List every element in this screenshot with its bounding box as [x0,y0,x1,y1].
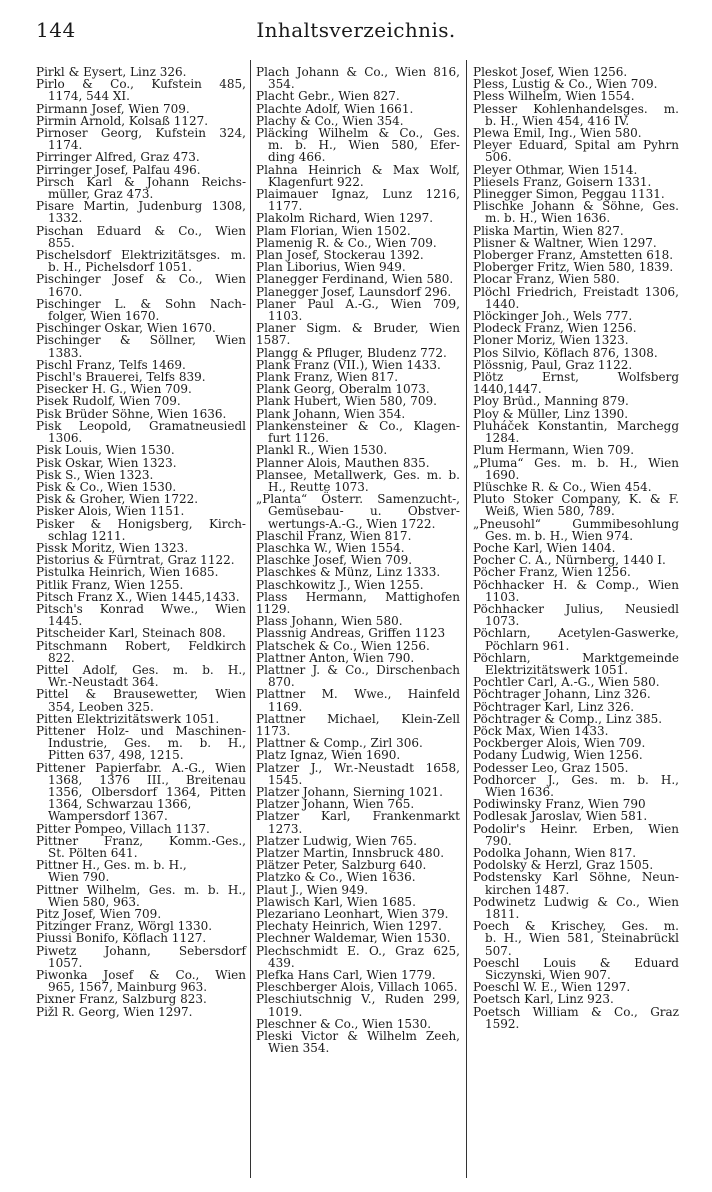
index-entry-line: 1284. [485,431,520,446]
index-entry-line: Plischke Johann & Söhne, Ges. [473,199,679,214]
index-entry-line: Pluháček Konstantin, Marchegg [473,418,679,433]
index-entry-line: Wampersdorf 1367. [48,809,168,824]
index-entry-line: 1383. [48,345,83,360]
index-entry-line: Plansee, Metallwerk, Ges. m. b. [256,467,460,482]
index-entry-line: 1103. [268,309,303,324]
index-entry-line: Pleschiutschnig V., Ruden 299, [256,992,460,1007]
index-entry-line: Plach Johann & Co., Wien 816, [256,65,460,79]
index-entry-line: Poech & Krischey, Ges. m. [473,919,679,934]
index-entry-line: Pisk Oskar, Wien 1323. [36,455,177,470]
index-entry-line: Pliesels Franz, Goisern 1331. [473,174,652,189]
index-entry-line: Pisare Martin, Judenburg 1308, [36,199,246,214]
index-entry-line: Pöcher Franz, Wien 1256. [473,565,631,580]
index-entry-line: 855. [48,235,75,250]
index-entry-line: Pirkl & Eysert, Linz 326. [36,65,187,79]
index-entry-line: 870. [268,675,295,690]
index-entry-line: Pitlik Franz, Wien 1255. [36,577,184,592]
index-entry-line: 1103. [485,589,520,604]
index-entry-line: „Planta“ Österr. Samenzucht-, [256,492,460,507]
index-entry-line: 507. [485,943,512,958]
index-entry-line: müller, Graz 473. [48,187,154,202]
index-entry-line: 1073. [485,614,520,629]
index-entry-line: Pleyer Eduard, Spital am Pyhrn [473,138,679,153]
index-entry-line: b. H., Wien 581, Steinabrückl [485,931,679,946]
index-entry-line: furt 1126. [268,431,329,446]
index-entry-line: Plos Silvio, Köflach 876, 1308. [473,345,658,360]
index-entry-line: Plewa Emil, Ing., Wien 580. [473,126,642,141]
index-entry-line: Pöchhacker H. & Comp., Wien [473,577,679,592]
index-entry-line: Ploner Moriz, Wien 1323. [473,333,629,348]
index-entry-line: Podolsky & Herzl, Graz 1505. [473,858,654,873]
index-entry-line: Piwetz Johann, Sebersdorf [36,943,246,958]
index-entry-line: Plechaty Heinrich, Wien 1297. [256,919,442,934]
index-entry-line: Pisk Leopold, Gramatneusiedl [36,418,246,433]
index-entry-line: Pissk Moritz, Wien 1323. [36,540,189,555]
index-entry-line: Pöchhacker Julius, Neusiedl [473,601,679,616]
index-entry-line: Plamenig R. & Co., Wien 709. [256,235,437,250]
index-entry-line: Plötz Ernst, Wolfsberg 1440,1447. [473,370,679,397]
index-entry-line: Podolir's Heinr. Erben, Wien [473,821,679,836]
index-entry-line: Plan Liborius, Wien 949. [256,260,406,275]
index-entry-line: Pirringer Alfred, Graz 473. [36,150,200,165]
index-entry-line: Plisner & Waltner, Wien 1297. [473,235,657,250]
index-entry-line: Pöchlarn, Acetylen-Gaswerke, [473,626,679,641]
index-entry-line: Pischl's Brauerei, Telfs 839. [36,370,206,385]
index-entry-line: Pocher C. A., Nürnberg, 1440 I. [473,553,666,568]
index-entry-line: Pitschmann Robert, Feldkirch [36,638,246,653]
index-entry-line: Plesser Kohlenhandelsges. m. [473,101,679,116]
index-entry-line: Pitz Josef, Wien 709. [36,907,162,922]
index-entry-line: Pitter Pompeo, Villach 1137. [36,821,210,836]
index-entry-line: Pisk Louis, Wien 1530. [36,443,175,458]
index-entry-line: Pischinger Josef & Co., Wien [36,272,246,287]
index-entry-line: Plattner & Comp., Zirl 306. [256,736,423,751]
index-entry-line: Plachte Adolf, Wien 1661. [256,101,414,116]
index-entry-line: Podlesak Jaroslav, Wien 581. [473,809,648,824]
index-entry-line: Pittel & Brausewetter, Wien [36,687,246,702]
index-entry-line: Pitsch Franz X., Wien 1445,1433. [36,589,240,604]
index-entry-line: Pless Wilhelm, Wien 1554. [473,89,635,104]
index-entry-line: Pöck Max, Wien 1433. [473,723,609,738]
index-entry-line: Ploberger Fritz, Wien 580, 1839. [473,260,674,275]
index-entry-line: Poeschl W. E., Wien 1297. [473,980,631,995]
index-entry-line: Klagenfurt 922. [268,174,364,189]
index-entry-line: Pöchtrager Johann, Linz 326. [473,687,651,702]
index-entry-line: Plöckinger Joh., Wels 777. [473,309,633,324]
index-entry-line: 1332. [48,211,83,226]
index-entry-line: Pisk & Co., Wien 1530. [36,479,177,494]
index-entry-line: Pischan Eduard & Co., Wien [36,223,246,238]
index-entry-line: Plätzer Peter, Salzburg 640. [256,858,427,873]
index-entry-line: ding 466. [268,150,326,165]
index-entry-line: Plattner Anton, Wien 790. [256,650,415,665]
index-entry-line: Plass Johann, Wien 580. [256,614,403,629]
index-entry-line: Plefka Hans Carl, Wien 1779. [256,968,436,983]
index-entry-line: Wien 1636. [485,784,554,799]
index-entry-line: Podwinetz Ludwig & Co., Wien [473,894,679,909]
index-entry-line: Podhorcer J., Ges. m. b. H., [473,772,679,787]
index-entry-line: „Pneusohl“ Gummibesohlung [473,516,679,531]
index-entry-line: Pisk & Groher, Wien 1722. [36,492,199,507]
index-entry-line: Plaschkes & Münz, Linz 1333. [256,565,441,580]
index-entry-line: 1306. [48,431,83,446]
index-entry-line: 1174. [48,138,83,153]
index-entry-line: Pirlo & Co., Kufstein 485, [36,77,246,92]
index-entry-line: Pischinger L. & Sohn Nach- [36,296,246,311]
index-entry-line: Plankl R., Wien 1530. [256,443,388,458]
index-entry-line: 965, 1567, Mainburg 963. [48,980,208,995]
index-entry-line: Pöchtrager Karl, Linz 326. [473,699,635,714]
index-entry-line: Platzer Karl, Frankenmarkt [256,809,460,824]
index-entry-line: m. b. H., Wien 580, Efer- [268,138,460,153]
index-entry-line: Pisker & Honigsberg, Kirch- [36,516,246,531]
index-entry-line: Pisker Alois, Wien 1151. [36,504,185,519]
index-entry-line: Pläcking Wilhelm & Co., Ges. [256,126,460,141]
index-entry-line: Platzer Johann, Wien 765. [256,797,415,812]
index-entry-line: Pittener Holz- und Maschinen- [36,723,246,738]
index-entry-line: Placht Gebr., Wien 827. [256,89,400,104]
index-entry-line: Plangg & Pfluger, Bludenz 772. [256,345,447,360]
column-divider [250,60,251,1178]
index-entry-line: 439. [268,955,295,970]
index-entry-line: Pistorius & Fürntrat, Graz 1122. [36,553,235,568]
index-entry-line: Pluto Stoker Company, K. & F. [473,492,679,507]
index-entry-line: Wien 790. [48,870,110,885]
index-column-2 [256,66,460,1054]
index-entry-line: Poetsch William & Co., Graz [473,1004,679,1019]
index-entry-line: m. b. H., Wien 1636. [485,211,611,226]
index-entry-line: Pockberger Alois, Wien 709. [473,736,646,751]
index-entry-line: Pirmann Josef, Wien 709. [36,101,190,116]
index-entry-line: 1440. [485,296,520,311]
page-number: 144 [36,18,76,42]
index-entry-line: 354, Leoben 325. [48,699,154,714]
index-entry-line: Plodeck Franz, Wien 1256. [473,321,637,336]
index-entry-line: Pischl Franz, Telfs 1469. [36,357,186,372]
index-entry-line: Pitsch's Konrad Wwe., Wien [36,601,246,616]
index-entry-line: Plattner M. Wwe., Hainfeld [256,687,460,702]
index-entry-line: Weiß, Wien 580, 789. [485,504,615,519]
index-entry-line: Plössnig, Paul, Graz 1122. [473,357,633,372]
index-entry-line: 506. [485,150,512,165]
index-entry-line: Elektrizitätswerk 1051. [485,662,629,677]
index-entry-line: Podstensky Karl Söhne, Neun- [473,870,679,885]
index-entry-line: Pittel Adolf, Ges. m. b. H., [36,662,246,677]
index-entry-line: Ploy Brüd., Manning 879. [473,394,629,409]
index-entry-line: Pittner H., Ges. m. b. H., [36,858,187,873]
index-entry-line: 822. [48,650,75,665]
index-entry-line: b. H., Pichelsdorf 1051. [48,260,192,275]
index-entry-line: Platzer J., Wr.-Neustadt 1658, [256,760,460,775]
index-entry-line: Plezariano Leonhart, Wien 379. [256,907,449,922]
index-entry-line: Platzer Ludwig, Wien 765. [256,833,417,848]
index-entry-line: Pistulka Heinrich, Wien 1685. [36,565,219,580]
column-divider [466,60,467,1178]
index-entry-line: Plöchl Friedrich, Freistadt 1306, [473,284,679,299]
index-entry-line: Pirringer Josef, Palfau 496. [36,162,201,177]
index-entry-line: Platzer Johann, Sierning 1021. [256,784,443,799]
index-entry-line: Pisecker H. G., Wien 709. [36,382,192,397]
index-entry-line: Plank Franz (VII.), Wien 1433. [256,357,441,372]
index-entry-line: Podolka Johann, Wien 817. [473,846,637,860]
index-entry-line: Poetsch Karl, Linz 923. [473,992,614,1007]
index-entry-line: Wien 354. [268,1041,330,1056]
index-entry-line: wertungs-A.-G., Wien 1722. [268,516,436,531]
index-entry-line: Pižl R. Georg, Wien 1297. [36,1004,193,1019]
index-entry-line: Platschek & Co., Wien 1256. [256,638,430,653]
index-entry-line: Pleschberger Alois, Villach 1065. [256,980,458,995]
index-entry-line: Plankensteiner & Co., Klagen- [256,418,460,433]
index-entry-line: Pirnoser Georg, Kufstein 324, [36,126,246,141]
index-entry-line: kirchen 1487. [485,882,570,897]
index-entry-line: Pöchlarn, Marktgemeinde [473,650,679,665]
index-entry-line: Wien 580, 963. [48,894,140,909]
index-entry-line: Plattner J. & Co., Dirschenbach [256,662,460,677]
index-entry-line: St. Pölten 641. [48,846,138,860]
index-entry-line: 1690. [485,467,520,482]
index-entry-line: Pisk Brüder Söhne, Wien 1636. [36,406,227,421]
index-entry-line: Pisek Rudolf, Wien 709. [36,394,181,409]
index-entry-line: Pisk S., Wien 1323. [36,467,154,482]
index-entry-line: Platzer Martin, Innsbruck 480. [256,846,445,860]
index-entry-line: 1445. [48,614,83,629]
index-entry-line: Planer Sigm. & Bruder, Wien 1587. [256,321,460,348]
index-entry-line: Plan Josef, Stockerau 1392. [256,248,424,263]
index-entry-line: „Pluma“ Ges. m. b. H., Wien [473,455,679,470]
index-entry-line: 354. [268,77,295,92]
index-entry-line: Piwonka Josef & Co., Wien [36,968,246,983]
index-entry-line: Plam Florian, Wien 1502. [256,223,411,238]
index-entry-line: Industrie, Ges. m. b. H., [48,736,246,751]
index-entry-line: Wr.-Neustadt 364. [48,675,159,690]
index-entry-line: Ploy & Müller, Linz 1390. [473,406,629,421]
index-entry-line: Pleski Victor & Wilhelm Zeeh, [256,1029,460,1044]
index-entry-line: Pitzinger Franz, Wörgl 1330. [36,919,213,934]
index-entry-line: 1811. [485,907,520,922]
index-entry-line: Pochtler Carl, A.-G., Wien 580. [473,675,660,690]
index-entry-line: Podiwinsky Franz, Wien 790 [473,797,646,812]
index-entry-line: Platzko & Co., Wien 1636. [256,870,416,885]
index-entry-line: Pischinger & Söllner, Wien [36,333,246,348]
index-entry-line: Plaschke Josef, Wien 709. [256,553,413,568]
index-entry-line: Pöchlarn 961. [485,638,570,653]
index-entry-line: Podany Ludwig, Wien 1256. [473,748,643,763]
index-entry-line: Gemüsebau- u. Obstver- [268,504,460,519]
index-entry-line: Planner Alois, Mauthen 835. [256,455,430,470]
index-entry-line: 1545. [268,772,303,787]
index-entry-line: Plank Hubert, Wien 580, 709. [256,394,437,409]
index-entry-line: Poeschl Louis & Eduard [473,955,679,970]
index-column-3 [473,66,679,1030]
index-entry-line: b. H., Wien 454, 416 IV. [485,113,630,128]
index-entry-line: schlag 1211. [48,528,126,543]
index-entry-line: Pless, Lustig & Co., Wien 709. [473,77,658,92]
index-entry-line: Platz Ignaz, Wien 1690. [256,748,401,763]
index-entry-line: Siczynski, Wien 907. [485,968,611,983]
index-entry-line: Plachy & Co., Wien 354. [256,113,404,128]
index-entry-line: Plüschke R. & Co., Wien 454. [473,479,652,494]
index-entry-line: 1273. [268,821,303,836]
index-entry-line: Pitten 637, 498, 1215. [48,748,184,763]
index-column-1 [36,66,246,1018]
index-entry-line: Pirsch Karl & Johann Reichs- [36,174,246,189]
index-entry-line: Plaschil Franz, Wien 817. [256,528,412,543]
index-entry-line: Pleschner & Co., Wien 1530. [256,1016,432,1031]
index-entry-line: Ploberger Franz, Amstetten 618. [473,248,674,263]
index-entry-line: folger, Wien 1670. [48,309,160,324]
index-entry-line: 1592. [485,1016,520,1031]
index-entry-line: Plaimauer Ignaz, Lunz 1216, [256,187,460,202]
index-entry-line: 1356, Olbersdorf 1364, Pitten [48,784,246,799]
index-entry-line: Piussi Bonifo, Köflach 1127. [36,931,207,946]
index-entry-line: Pixner Franz, Salzburg 823. [36,992,207,1007]
index-entry-line: Pirmin Arnold, Kolsaß 1127. [36,113,209,128]
index-entry-line: Podesser Leo, Graz 1505. [473,760,629,775]
index-entry-line: Pitten Elektrizitätswerk 1051. [36,711,220,726]
page-title: Inhaltsverzeichnis. [256,18,456,42]
index-entry-line: Plaschkowitz J., Wien 1255. [256,577,424,592]
index-entry-line: Plaschka W., Wien 1554. [256,540,405,555]
index-entry-line: H., Reutte 1073. [268,479,369,494]
index-entry-line: Pleyer Othmar, Wien 1514. [473,162,638,177]
index-entry-line: Pittner Wilhelm, Ges. m. b. H., [36,882,246,897]
index-entry-line: Plawisch Karl, Wien 1685. [256,894,416,909]
index-entry-line: 1670. [48,284,83,299]
index-entry-line: Planer Paul A.-G., Wien 709, [256,296,460,311]
index-entry-line: Plattner Michael, Klein-Zell 1173. [256,711,460,738]
index-entry-line: 1368, 1376 III., Breitenau [48,772,246,787]
index-entry-line: 1364, Schwarzau 1366, [48,797,192,812]
index-entry-line: Pittener Papierfabr. A.-G., Wien [36,760,246,775]
index-entry-line: Plechner Waldemar, Wien 1530. [256,931,451,946]
index-entry-line: Pittner Franz, Komm.-Ges., [36,833,246,848]
index-entry-line: 1057. [48,955,83,970]
index-entry-line: 790. [485,833,512,848]
index-entry-line: Plass Hermann, Mattighofen 1129. [256,589,460,616]
index-entry-line: Plank Georg, Oberalm 1073. [256,382,430,397]
index-entry-line: Plakolm Richard, Wien 1297. [256,211,434,226]
index-entry-line: Pitscheider Karl, Steinach 808. [36,626,226,641]
index-entry-line: Pischelsdorf Elektrizitätsges. m. [36,248,246,263]
index-entry-line: Plinegger Simon, Peggau 1131. [473,187,665,202]
index-entry-line: Plum Hermann, Wien 709. [473,443,635,458]
index-entry-line: 1169. [268,699,303,714]
index-entry-line: Poche Karl, Wien 1404. [473,540,616,555]
index-entry-line: 1174, 544 XI. [48,89,130,104]
index-entry-line: Planegger Ferdinand, Wien 580. [256,272,454,287]
index-entry-line: Ges. m. b. H., Wien 974. [485,528,634,543]
index-entry-line: Plahna Heinrich & Max Wolf, [256,162,460,177]
index-entry-line: Pliska Martin, Wien 827. [473,223,624,238]
index-entry-line: Pleskot Josef, Wien 1256. [473,65,628,79]
index-entry-line: Pöchtrager & Comp., Linz 385. [473,711,663,726]
page-header [0,14,712,48]
index-entry-line: Pischinger Oskar, Wien 1670. [36,321,216,336]
index-entry-line: 1177. [268,199,303,214]
index-entry-line: Planegger Josef, Launsdorf 296. [256,284,452,299]
index-entry-line: Plocar Franz, Wien 580. [473,272,620,287]
index-entry-line: Plank Franz, Wien 817. [256,370,399,385]
index-entry-line: Plassnig Andreas, Griffen 1123 [256,626,446,641]
index-entry-line: 1019. [268,1004,303,1019]
index-entry-line: Plank Johann, Wien 354. [256,406,406,421]
index-entry-line: Plechschmidt E. O., Graz 625, [256,943,460,958]
index-entry-line: Plaut J., Wien 949. [256,882,369,897]
